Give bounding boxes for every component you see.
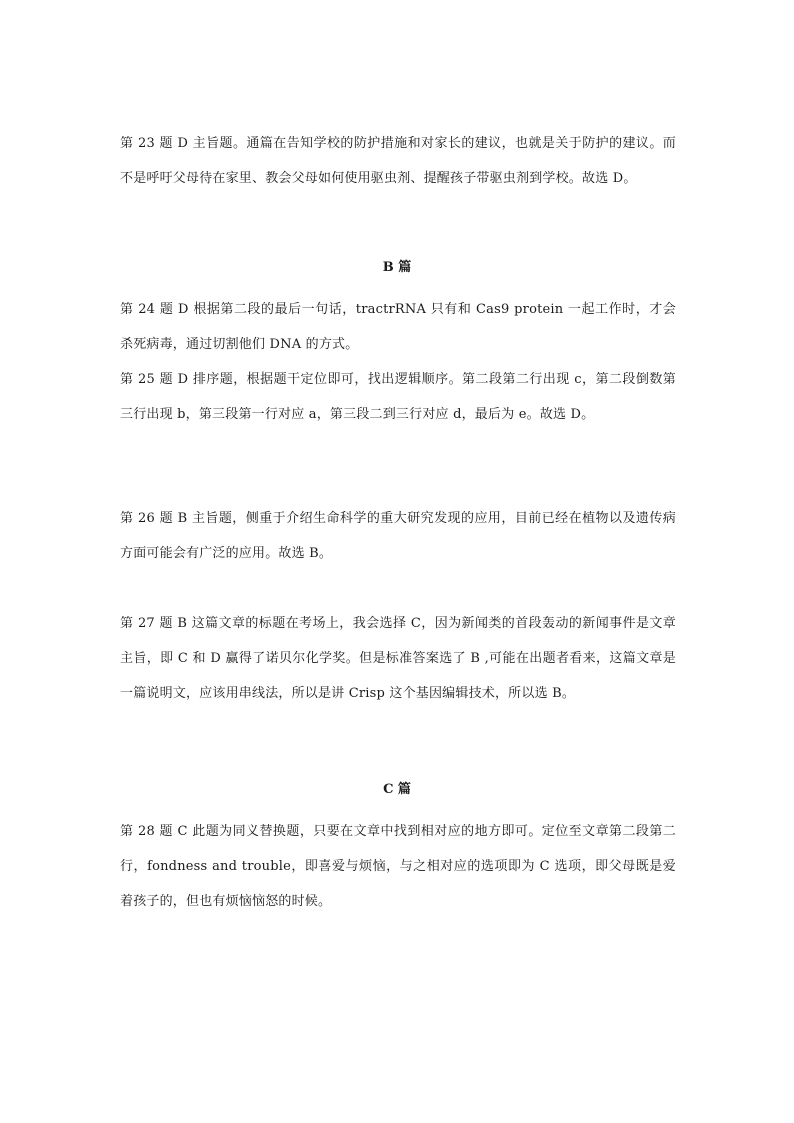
answer-explanation-q28: 第 28 题 C 此题为同义替换题，只要在文章中找到相对应的地方即可。定位至文章第二段第二行，fondness and trouble，即喜爱与烦恼，与之相对应的选项即为 C 选项，即父母既是爱着孩子的，但也有烦恼恼怒的时候。 bbox=[120, 824, 676, 909]
answer-explanation-q27: 第 27 题 B 这篇文章的标题在考场上，我会选择 C，因为新闻类的首段轰动的新闻事件是文章主旨，即 C 和 D 赢得了诺贝尔化学奖。但是标准答案选了 B ,可能在出题者看来，这篇文章是一篇说明文，应该用串线法，所以是讲 Crisp 这个基因编辑技术，所以选 B。 bbox=[120, 616, 676, 701]
answer-explanation-q26: 第 26 题 B 主旨题，侧重于介绍生命科学的重大研究发现的应用，目前已经在植物以及遗传病方面可能会有广泛的应用。故选 B。 bbox=[120, 511, 676, 561]
section-heading-b: B 篇 bbox=[382, 260, 412, 275]
answer-explanation-q25: 第 25 题 D 排序题，根据题干定位即可，找出逻辑顺序。第二段第二行出现 c，第二段倒数第三行出现 b，第三段第一行对应 a，第三段二到三行对应 d，最后为 e。故选 D。 bbox=[120, 372, 676, 422]
answer-explanation-q23: 第 23 题 D 主旨题。通篇在告知学校的防护措施和对家长的建议，也就是关于防护的建议。而不是呼吁父母待在家里、教会父母如何使用驱虫剂、提醒孩子带驱虫剂到学校。故选 D。 bbox=[120, 136, 676, 186]
section-heading-c: C 篇 bbox=[383, 782, 411, 797]
answer-explanation-q24: 第 24 题 D 根据第二段的最后一句话，tractrRNA 只有和 Cas9 protein 一起工作时，才会杀死病毒，通过切割他们 DNA 的方式。 bbox=[120, 302, 676, 352]
